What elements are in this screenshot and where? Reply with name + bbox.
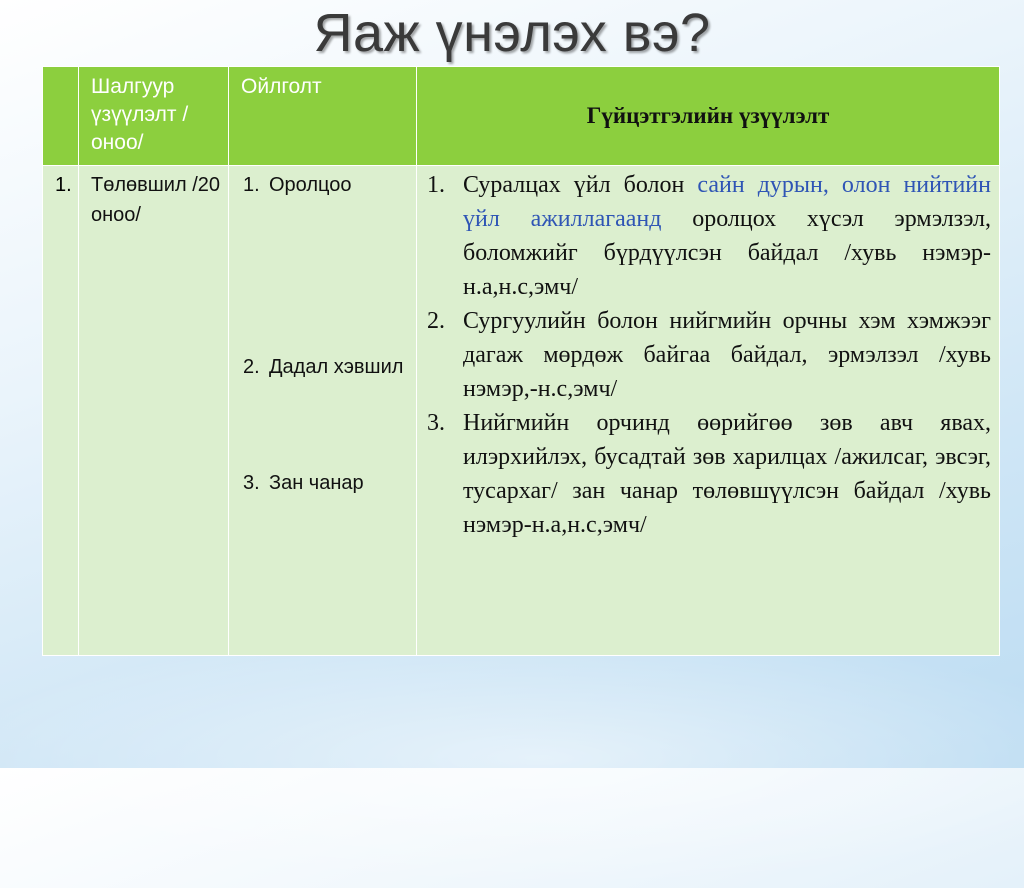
performance-item: 1. Суралцах үйл болон сайн дурын, олон нийтийн үйл ажиллагаанд оролцох хүсэл эрмэлзэл, боломжийг бүрдүүлсэн байдал /хувь нэмэр-н.а,н.с,эмч/ [427, 172, 991, 300]
criteria-text: Төлөвшил /20 оноо/ [91, 174, 221, 226]
assessment-table [42, 66, 1000, 656]
header-understanding [229, 67, 417, 166]
header-num [43, 67, 79, 166]
row-number: 1. [55, 174, 72, 196]
slide-title: Яаж үнэлэх вэ? [313, 3, 711, 63]
header-criteria [79, 67, 229, 166]
understanding-item: 3. Зан чанар [243, 472, 364, 494]
highlighted-text: сайн дурын, олон нийтийн үйл ажиллагаанд [463, 172, 991, 232]
understanding-item: 2. Дадал хэвшил [243, 356, 404, 378]
table-row [43, 166, 1000, 656]
criteria-cell [79, 166, 229, 656]
header-criteria-label: Шалгуур үзүүлэлт /оноо/ [91, 75, 189, 154]
header-performance [417, 67, 1000, 166]
performance-item: 3. Нийгмийн орчинд өөрийгөө зөв авч явах, илэрхийлэх, бусадтай зөв харилцах /ажилсаг, эвсэг, тусархаг/ зан чанар төлөвшүүлсэн байдал /хувь нэмэр-н.а,н.с,эмч/ [427, 410, 991, 538]
row-number-cell [43, 166, 79, 656]
header-performance-label: Гүйцэтгэлийн үзүүлэлт [586, 103, 830, 128]
performance-item: 2. Сургуулийн болон нийгмийн орчны хэм хэмжээг дагаж мөрдөж байгаа байдал, эрмэлзэл /хувь нэмэр,-н.с,эмч/ [427, 308, 991, 402]
header-understanding-label: Ойлголт [241, 75, 322, 98]
background-wave [0, 628, 1024, 888]
understanding-cell [229, 166, 417, 656]
performance-list [417, 166, 999, 542]
understanding-item: 1. Оролцоо [243, 174, 352, 196]
understanding-list [229, 166, 416, 498]
performance-cell [417, 166, 1000, 656]
table-header-row [43, 67, 1000, 166]
